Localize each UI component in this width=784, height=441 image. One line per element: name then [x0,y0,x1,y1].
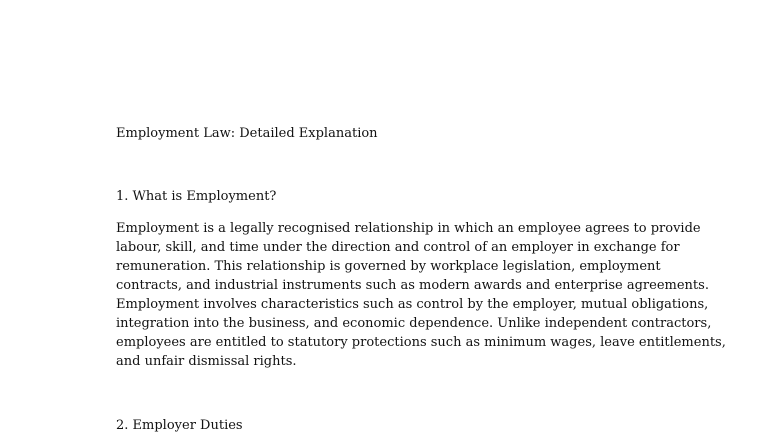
paragraph-line: contracts, and industrial instruments such as modern awards and enterprise agreements. [116,278,709,293]
paragraph-line: labour, skill, and time under the direction and control of an employer in exchange for [116,240,680,255]
paragraph-line: employees are entitled to statutory protections such as minimum wages, leave entitlements, [116,335,726,350]
section-heading-employer-duties: 2. Employer Duties [116,418,243,433]
section-paragraph-what-is-employment [116,219,726,371]
section-heading-what-is-employment: 1. What is Employment? [116,189,277,204]
paragraph-line: Employment involves characteristics such as control by the employer, mutual obligations, [116,297,709,312]
paragraph-line: Employment is a legally recognised relationship in which an employee agrees to provide [116,221,701,236]
paragraph-line: integration into the business, and economic dependence. Unlike independent contractors, [116,316,712,331]
document-title: Employment Law: Detailed Explanation [116,126,378,141]
paragraph-line: and unfair dismissal rights. [116,354,297,369]
paragraph-line: remuneration. This relationship is governed by workplace legislation, employment [116,259,661,274]
